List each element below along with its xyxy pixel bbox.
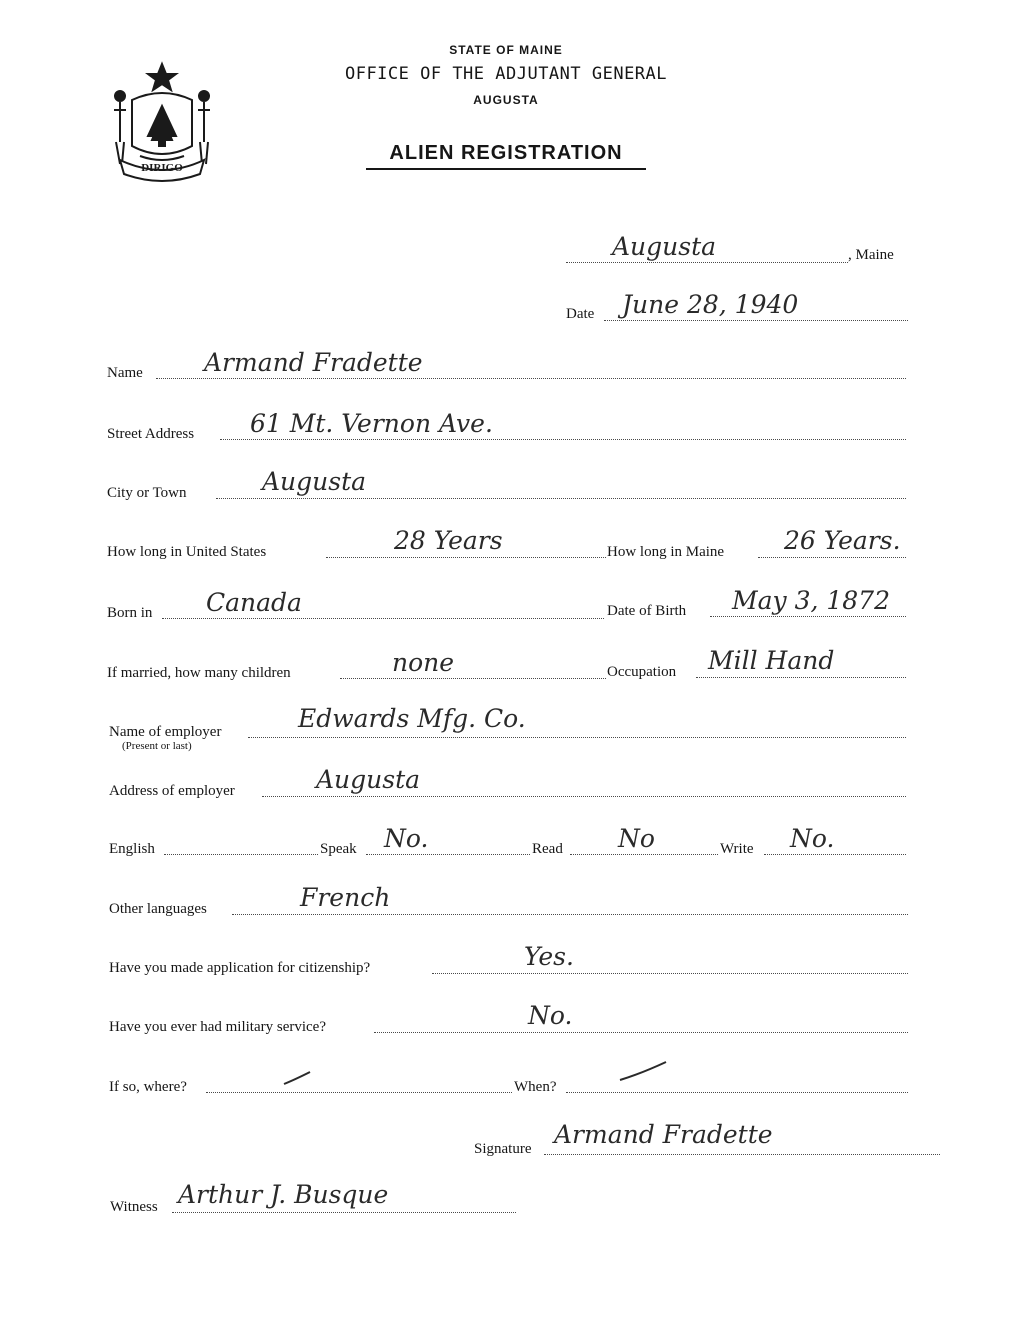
maine-years-label: How long in Maine [607, 544, 725, 560]
other-languages-label: Other languages [109, 901, 207, 917]
maine-state-seal-icon [110, 60, 214, 184]
where-line [206, 1092, 512, 1093]
children-line [340, 678, 606, 679]
born-line [162, 618, 604, 619]
citizenship-line [432, 973, 908, 974]
city-heading: AUGUSTA [473, 93, 539, 107]
occupation-value: Mill Hand [708, 646, 835, 675]
signature-line [544, 1154, 940, 1155]
city-value: Augusta [262, 467, 367, 496]
seal-motto: DIRIGO [141, 162, 183, 174]
us-years-line [326, 557, 606, 558]
english-label: English [109, 841, 155, 857]
dob-value: May 3, 1872 [732, 586, 890, 615]
read-label: Read [532, 841, 563, 857]
speak-value: No. [384, 824, 429, 853]
city-label: City or Town [107, 485, 187, 501]
witness-value: Arthur J. Busque [178, 1180, 389, 1209]
dob-line [710, 616, 906, 617]
title-underline [366, 168, 646, 170]
employer-address-line [262, 796, 906, 797]
state-heading: STATE OF MAINE [449, 43, 563, 57]
witness-label: Witness [110, 1199, 158, 1215]
employer-address-label: Address of employer [109, 783, 235, 799]
military-value: No. [528, 1001, 573, 1030]
write-line [764, 854, 906, 855]
citizenship-label: Have you made application for citizenship? [109, 960, 371, 976]
place-suffix: , Maine [848, 247, 894, 263]
speak-line [366, 854, 530, 855]
name-line [156, 378, 906, 379]
employer-value: Edwards Mfg. Co. [298, 704, 526, 733]
other-languages-line [232, 914, 908, 915]
form-title: ALIEN REGISTRATION [389, 142, 623, 164]
date-value: June 28, 1940 [622, 290, 799, 319]
us-years-value: 28 Years [394, 526, 503, 555]
when-line [566, 1092, 908, 1093]
maine-years-line [758, 557, 906, 558]
employer-address-value: Augusta [316, 765, 421, 794]
employer-label: Name of employer [109, 724, 222, 740]
place-value: Augusta [612, 232, 717, 261]
employer-sublabel: (Present or last) [122, 740, 192, 752]
born-value: Canada [206, 588, 302, 617]
born-label: Born in [107, 605, 153, 621]
military-label: Have you ever had military service? [109, 1019, 326, 1035]
citizenship-value: Yes. [524, 942, 574, 971]
read-line [570, 854, 718, 855]
place-line [566, 262, 848, 263]
write-value: No. [790, 824, 835, 853]
military-line [374, 1032, 908, 1033]
write-label: Write [720, 841, 754, 857]
street-value: 61 Mt. Vernon Ave. [250, 409, 493, 438]
dob-label: Date of Birth [607, 603, 687, 619]
street-line [220, 439, 906, 440]
signature-value: Armand Fradette [554, 1120, 773, 1149]
when-label: When? [514, 1079, 557, 1095]
when-dash-mark [618, 1060, 668, 1084]
children-value: none [392, 648, 455, 677]
where-dash-mark [282, 1068, 312, 1088]
english-line [164, 854, 318, 855]
children-label: If married, how many children [107, 665, 291, 681]
date-line [604, 320, 908, 321]
date-label: Date [566, 306, 595, 322]
name-label: Name [107, 365, 143, 381]
signature-label: Signature [474, 1141, 532, 1157]
employer-line [248, 737, 906, 738]
city-line [216, 498, 906, 499]
read-value: No [618, 824, 655, 853]
occupation-label: Occupation [607, 664, 677, 680]
where-label: If so, where? [109, 1079, 187, 1095]
maine-years-value: 26 Years. [784, 526, 901, 555]
us-years-label: How long in United States [107, 544, 267, 560]
other-languages-value: French [300, 883, 391, 912]
name-value: Armand Fradette [204, 348, 423, 377]
office-heading: OFFICE OF THE ADJUTANT GENERAL [344, 64, 668, 84]
street-label: Street Address [107, 426, 195, 442]
speak-label: Speak [320, 841, 357, 857]
witness-line [172, 1212, 516, 1213]
occupation-line [696, 677, 906, 678]
